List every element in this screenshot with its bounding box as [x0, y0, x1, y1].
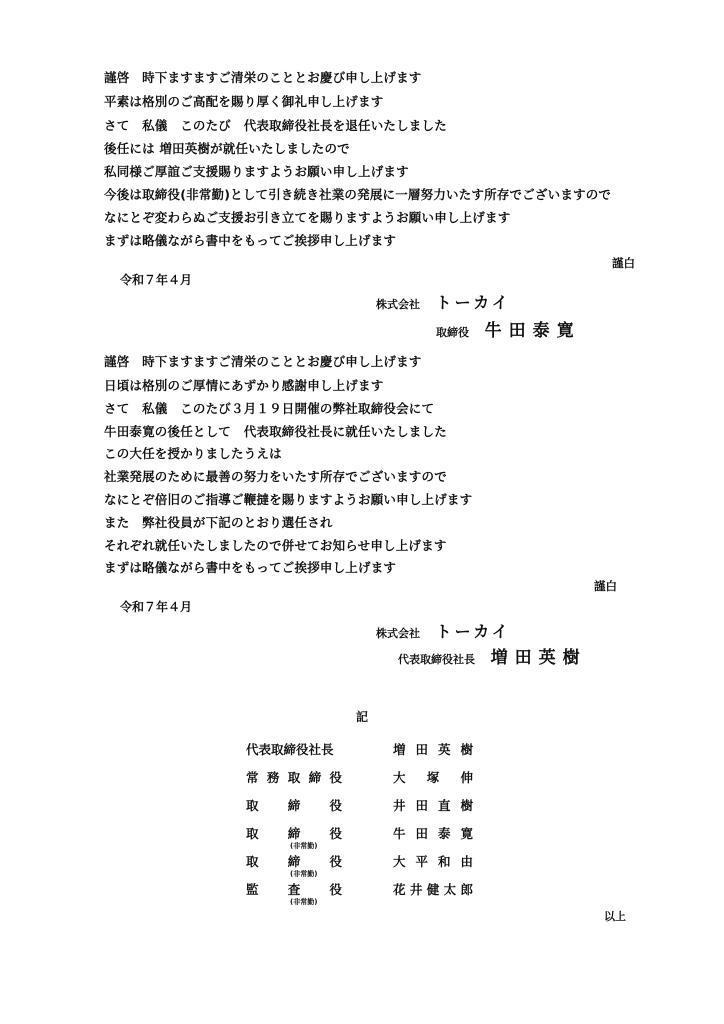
roster-char: 田 — [415, 742, 428, 757]
letter2-closing: 謹白 — [594, 579, 617, 593]
company-name: トーカイ — [435, 622, 511, 641]
roster-char: 締 — [308, 770, 322, 785]
letter2-line: また 弊社役員が下記のとおり選任され — [104, 515, 333, 530]
roster-char: 花 — [393, 882, 406, 897]
letter2-company — [376, 619, 511, 642]
roster-char: 田 — [415, 826, 428, 841]
roster-char: 平 — [415, 854, 428, 869]
officer-name — [393, 796, 473, 814]
roster-char: 締 — [287, 826, 301, 841]
officer-title — [246, 852, 342, 870]
letter2-line: 牛田泰寛の後任として 代表取締役社長に就任いたしました — [104, 424, 447, 439]
letter1-line: 今後は取締役(非常勤)として引き続き社業の発展に一層努力いたす所存でございますので — [104, 187, 612, 202]
letter2-line: 日頃は格別のご厚情にあずかり感謝申し上げます — [104, 378, 384, 393]
roster-char: 務 — [266, 770, 280, 785]
letter2-line: まずは略儀ながら書中をもってご挨拶申し上げます — [104, 560, 397, 575]
officer-name — [393, 852, 473, 870]
roster-char: 直 — [437, 798, 451, 813]
roster-char: 取 — [287, 770, 301, 785]
roster-char: 増 — [393, 742, 406, 757]
roster-char: 寛 — [460, 826, 473, 841]
letter2-line: それぞれ就任いたしましたので併せてお知らせ申し上げます — [104, 538, 447, 553]
letter2-line: 謹啓 時下ますますご清栄のこととお慶び申し上げます — [104, 354, 422, 369]
company-label: 株式会社 — [376, 298, 420, 311]
roster-char: 査 — [287, 882, 301, 897]
roster-char: 締 — [287, 854, 301, 869]
officer-name — [393, 880, 473, 898]
letter1-company — [376, 290, 511, 313]
officer-note: (非常勤) — [290, 870, 318, 878]
ki-heading: 記 — [356, 710, 369, 724]
letter1-closing: 謹白 — [612, 256, 635, 270]
officer-name — [393, 740, 473, 758]
signer-name: 増田英樹 — [490, 648, 587, 668]
signer-title: 取締役 — [436, 326, 469, 339]
roster-char: 塚 — [426, 770, 440, 785]
officer-title — [246, 880, 342, 898]
roster-char: 役 — [329, 826, 342, 841]
officer-title — [246, 768, 342, 786]
letter1-line: 平素は格別のご高配を賜り厚く御礼申し上げます — [104, 94, 384, 109]
roster-char: 役 — [329, 770, 342, 785]
letter2-line: なにとぞ倍旧のご指導ご鞭撻を賜りますようお願い申し上げます — [104, 492, 473, 507]
letter2-signature — [398, 643, 587, 668]
roster-char: 郎 — [460, 882, 473, 897]
roster-char: 樹 — [460, 742, 473, 757]
roster-char: 取 — [246, 826, 259, 841]
roster-char: 英 — [437, 742, 451, 757]
letter1-line: 私同様ご厚誼ご支援賜りますようお願い申し上げます — [104, 164, 409, 179]
officer-name — [393, 768, 473, 786]
roster-char: 和 — [437, 854, 451, 869]
roster-char: 健 — [426, 882, 440, 897]
roster-char: 樹 — [460, 798, 473, 813]
letter1-date: 令和７年４月 — [120, 273, 193, 287]
roster-char: 田 — [415, 798, 428, 813]
roster-char: 役 — [329, 798, 342, 813]
ending-mark: 以上 — [604, 910, 626, 923]
roster-char: 井 — [409, 882, 423, 897]
company-name: トーカイ — [435, 293, 511, 312]
officer-title: 代表取締役社長 — [246, 742, 334, 757]
letter1-line: 後任には 増田英樹が就任いたしましたので — [104, 141, 350, 156]
roster-char: 監 — [246, 882, 259, 897]
letter1-line: 謹啓 時下ますますご清栄のこととお慶び申し上げます — [104, 70, 422, 85]
officer-name — [393, 824, 473, 842]
roster-char: 牛 — [393, 826, 406, 841]
letter1-line: まずは略儀ながら書中をもってご挨拶申し上げます — [104, 233, 397, 248]
officer-note: (非常勤) — [290, 898, 318, 906]
letter1-line: さて 私儀 このたび 代表取締役社長を退任いたしました — [104, 118, 447, 133]
roster-char: 大 — [393, 770, 406, 785]
letter2-line: さて 私儀 このたび３月１９日開催の弊社取締役会にて — [104, 401, 435, 416]
signer-name: 牛田泰寛 — [484, 321, 581, 341]
roster-char: 常 — [246, 770, 259, 785]
roster-char: 締 — [287, 798, 301, 813]
roster-char: 大 — [393, 854, 406, 869]
officer-title — [246, 824, 342, 842]
roster-char: 泰 — [437, 826, 451, 841]
roster-char: 太 — [443, 882, 457, 897]
letter2-date: 令和７年４月 — [120, 600, 193, 614]
letter1-signature — [436, 316, 581, 341]
roster-char: 井 — [393, 798, 406, 813]
roster-char: 役 — [329, 882, 342, 897]
roster-char: 由 — [460, 854, 473, 869]
letter2-line: この大任を授かりましたうえは — [104, 446, 282, 461]
company-label: 株式会社 — [376, 627, 420, 640]
officer-title — [246, 796, 342, 814]
roster-char: 取 — [246, 854, 259, 869]
officer-note: (非常勤) — [290, 842, 318, 850]
signer-title: 代表取締役社長 — [398, 653, 475, 666]
roster-char: 役 — [329, 854, 342, 869]
roster-char: 取 — [246, 798, 259, 813]
letter2-line: 社業発展のために最善の努力をいたす所存でございますので — [104, 469, 447, 484]
letter1-line: なにとぞ変わらぬご支援お引き立てを賜りますようお願い申し上げます — [104, 210, 511, 225]
roster-char: 伸 — [460, 770, 473, 785]
